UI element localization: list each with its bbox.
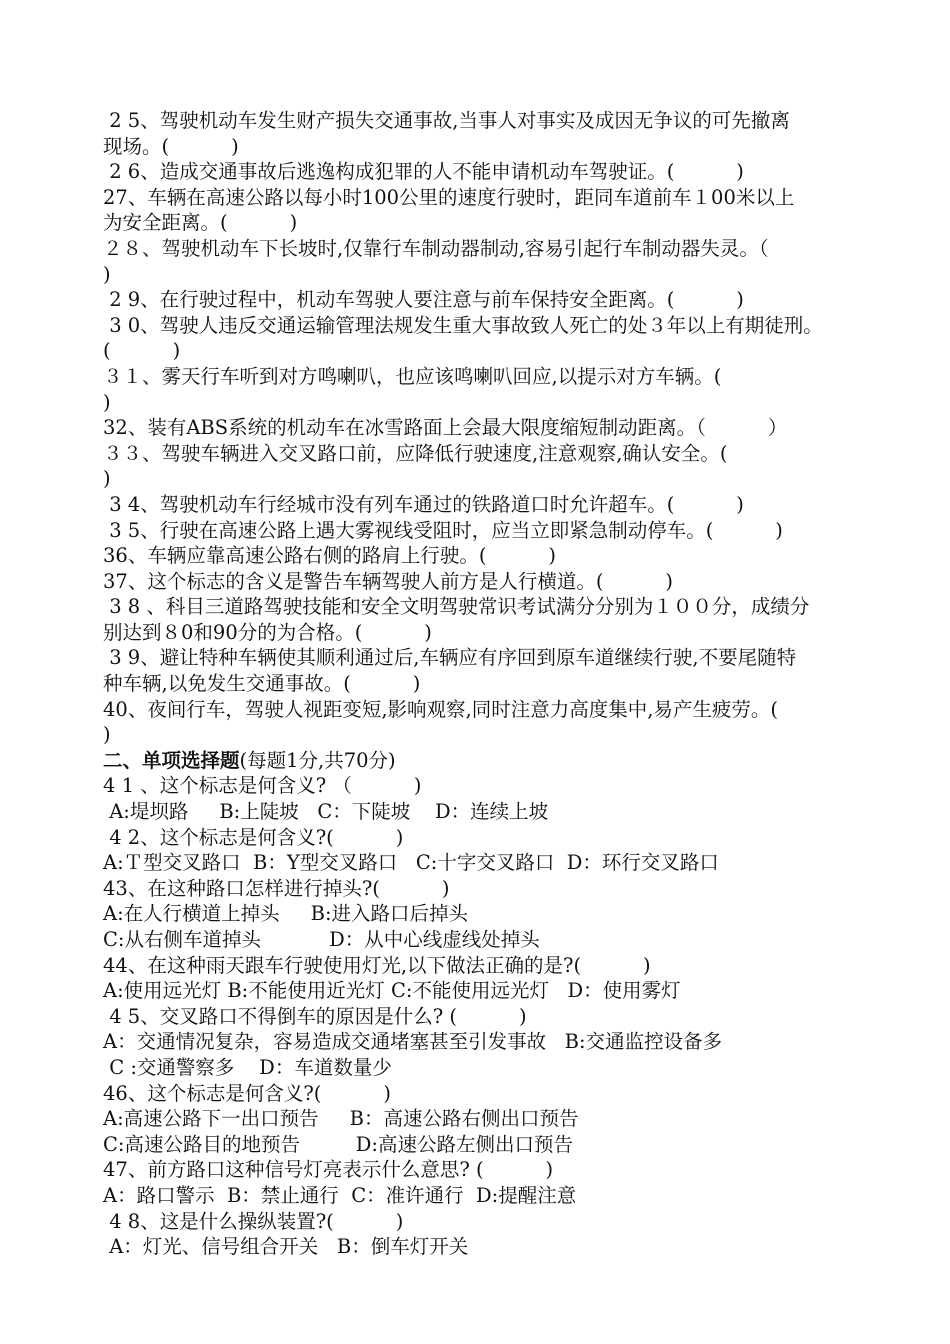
line-text: A：交通情况复杂，容易造成交通堵塞甚至引发事故 B:交通监控设备多 [103,1030,723,1054]
text-line [103,825,860,851]
text-line [103,1157,860,1183]
text-line [103,287,860,313]
text-line [103,927,860,953]
text-line [103,799,860,825]
text-line [103,901,860,927]
text-line [103,1029,860,1055]
line-text: ２８、驾驶机动车下长坡时,仅靠行车制动器制动,容易引起行车制动器失灵。（ [103,236,769,260]
text-line [103,953,860,979]
text-line [103,364,860,390]
line-text: 27、车辆在高速公路以每小时100公里的速度行驶时，距同车道前车１00米以上 [103,185,795,209]
text-line [103,1081,860,1107]
line-text: 36、车辆应靠高速公路右侧的路肩上行驶。( ) [103,544,557,568]
line-text: 4 1 、这个标志是何含义? （ ) [103,774,422,798]
line-text: 2 9、在行驶过程中，机动车驾驶人要注意与前车保持安全距离。( ) [103,288,744,312]
text-line [103,876,860,902]
text-line [103,1132,860,1158]
line-text: ３１、雾天行车听到对方鸣喇叭，也应该鸣喇叭回应,以提示对方车辆。( [103,364,722,388]
text-line [103,569,860,595]
line-text: 46、这个标志是何含义?( ) [103,1081,391,1105]
line-text: 为安全距离。( ) [103,211,298,235]
text-line [103,185,860,211]
line-text: 47、前方路口这种信号灯亮表示什么意思? ( ) [103,1158,554,1182]
text-line [103,466,860,492]
line-text: A:使用远光灯 B:不能使用近光灯 C:不能使用远光灯 D：使用雾灯 [103,979,681,1003]
text-line [103,1106,860,1132]
line-text: A:Ｔ型交叉路口 B：Y型交叉路口 C:十字交叉路口 D：环行交叉路口 [103,851,719,875]
text-line [103,543,860,569]
text-line [103,134,860,160]
line-text: 3 9、避让特种车辆使其顺利通过后,车辆应有序回到原车道继续行驶,不要尾随特 [103,646,797,670]
text-line [103,978,860,1004]
line-text: 3 4、驾驶机动车行经城市没有列车通过的铁路道口时允许超车。( ) [103,492,744,516]
line-text: 3 0、驾驶人违反交通运输管理法规发生重大事故致人死亡的处３年以上有期徒刑。 [103,313,823,337]
text-line [103,415,860,441]
section-note: (每题1分,共70分) [239,748,396,772]
line-text: 44、在这种雨天跟车行驶使用灯光,以下做法正确的是?( ) [103,953,651,977]
text-line [103,773,860,799]
line-text: 37、这个标志的含义是警告车辆驾驶人前方是人行横道。( ) [103,569,674,593]
text-line [103,671,860,697]
text-line [103,518,860,544]
text-line [103,338,860,364]
text-line [103,313,860,339]
line-text: 二、单项选择题 [103,748,240,772]
line-text: 种车辆,以免发生交通事故。( ) [103,672,421,696]
text-line [103,492,860,518]
line-text: A:在人行横道上掉头 B:进入路口后掉头 [103,902,469,926]
section-heading [103,748,860,774]
line-text: 32、装有ABS系统的机动车在冰雪路面上会最大限度缩短制动距离。（ ） [103,416,788,440]
text-line [103,210,860,236]
line-text: ) [103,467,111,491]
line-text: ) [103,262,111,286]
line-text: C:从右侧车道掉头 D：从中心线虚线处掉头 [103,928,540,951]
line-text: ３３、驾驶车辆进入交叉路口前，应降低行驶速度,注意观察,确认安全。( [103,441,728,465]
line-text: 2 6、造成交通事故后逃逸构成犯罪的人不能申请机动车驾驶证。( ) [103,160,744,184]
text-line [103,236,860,262]
text-line [103,645,860,671]
line-text: 2 5、驾驶机动车发生财产损失交通事故,当事人对事实及成因无争议的可先撤离 [103,109,790,132]
text-line [103,1004,860,1030]
line-text: 40、夜间行车，驾驶人视距变短,影响观察,同时注意力高度集中,易产生疲劳。( [103,697,779,721]
text-line [103,1209,860,1235]
text-line [103,594,860,620]
text-line [103,390,860,416]
text-line [103,441,860,467]
line-text: C:高速公路目的地预告 D:高速公路左侧出口预告 [103,1132,573,1156]
text-line [103,1234,860,1260]
line-text: 4 5、交叉路口不得倒车的原因是什么? ( ) [103,1004,527,1028]
text-line [103,620,860,646]
line-text: 43、在这种路口怎样进行掉头?( ) [103,876,450,900]
text-line [103,108,860,134]
line-text: 别达到８0和90分的为合格。( ) [103,620,432,644]
line-text: 4 2、这个标志是何含义?( ) [103,825,404,849]
line-text: 3 5、行驶在高速公路上遇大雾视线受阻时，应当立即紧急制动停车。( ) [103,518,783,542]
line-text: A：路口警示 B：禁止通行 C：准许通行 D:提醒注意 [103,1183,577,1207]
text-line [103,722,860,748]
line-text: A:高速公路下一出口预告 B：高速公路右侧出口预告 [103,1107,579,1131]
text-line [103,1055,860,1081]
text-line [103,850,860,876]
line-text: ) [103,723,111,747]
line-text: A:堤坝路 B:上陡坡 C：下陡坡 D：连续上坡 [103,800,549,824]
document-body [103,108,860,1260]
text-line [103,262,860,288]
text-line [103,159,860,185]
line-text: A：灯光、信号组合开关 B：倒车灯开关 [103,1235,469,1259]
line-text: ( ) [103,339,181,363]
text-line [103,1183,860,1209]
line-text: 3 8 、科目三道路驾驶技能和安全文明驾驶常识考试满分分别为１００分，成绩分 [103,595,810,619]
line-text: 4 8、这是什么操纵装置?( ) [103,1209,404,1233]
line-text: C :交通警察多 D：车道数量少 [103,1055,392,1079]
text-line [103,697,860,723]
line-text: ) [103,390,111,414]
line-text: 现场。( ) [103,134,239,158]
